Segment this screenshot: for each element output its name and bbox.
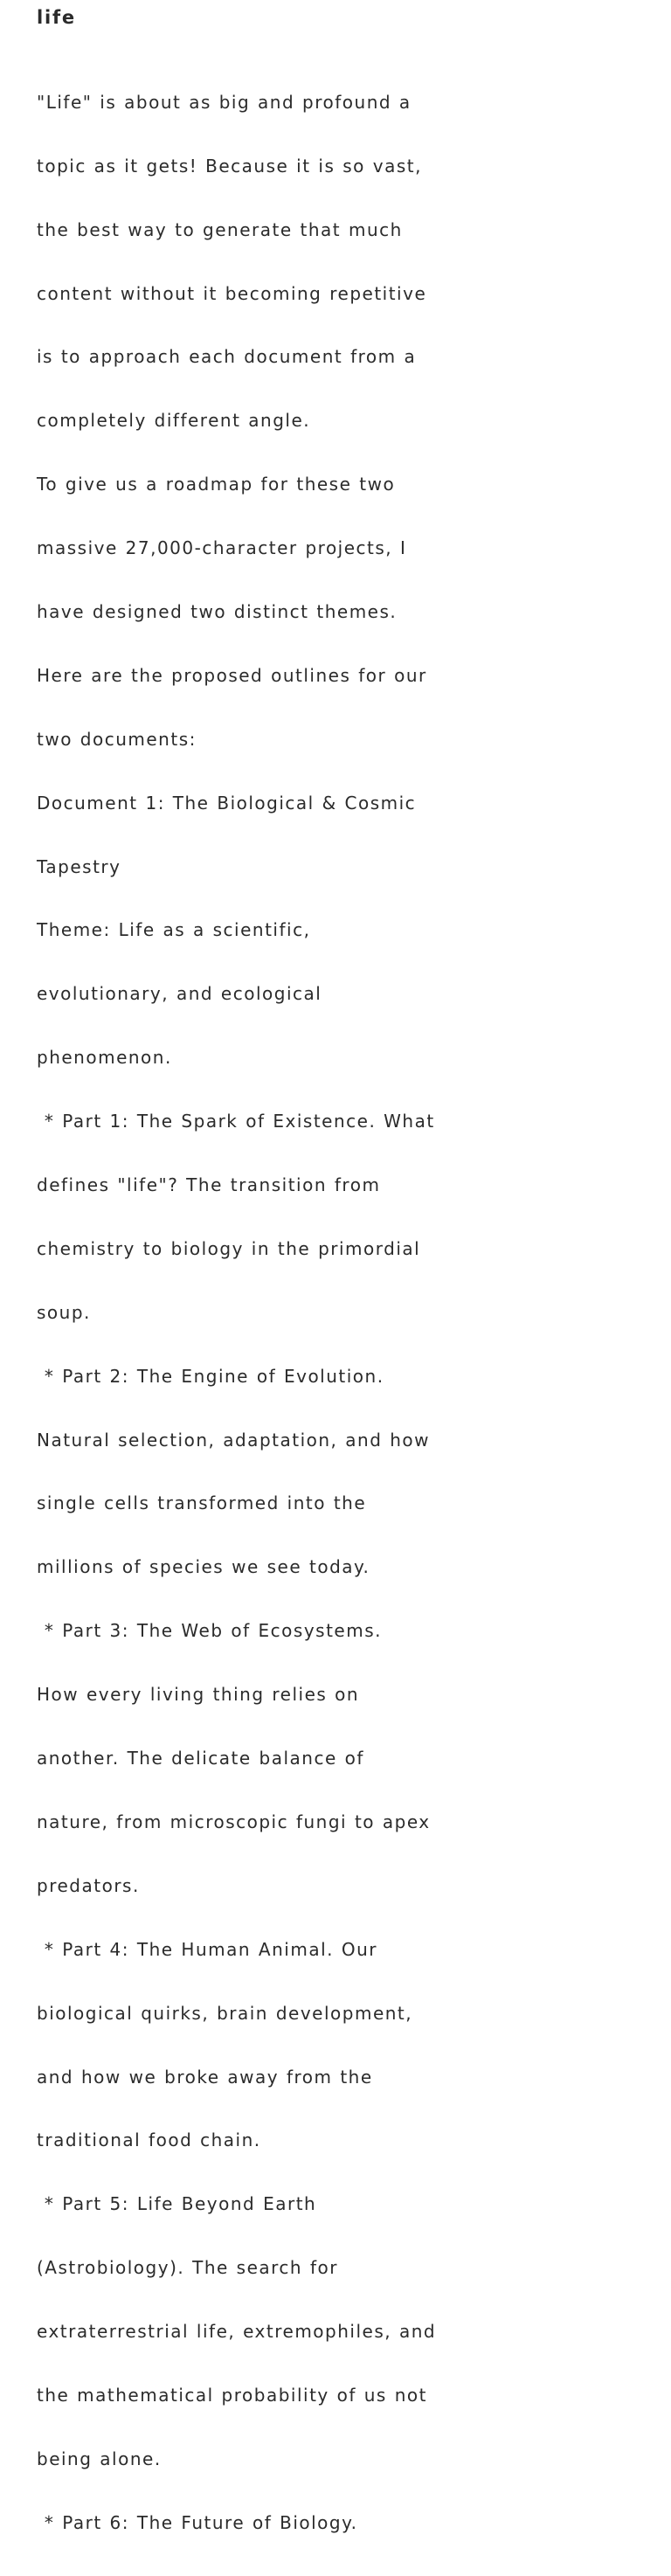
text-line: single cells transformed into the bbox=[37, 1492, 367, 1514]
text-line: To give us a roadmap for these two bbox=[37, 474, 396, 495]
text-line: traditional food chain. bbox=[37, 2129, 261, 2151]
text-line: phenomenon. bbox=[37, 1047, 172, 1069]
document-title: life bbox=[37, 7, 76, 28]
text-line: defines "life"? The transition from bbox=[37, 1174, 381, 1196]
text-line: predators. bbox=[37, 1874, 140, 1896]
text-line: another. The delicate balance of bbox=[37, 1748, 364, 1769]
list-item-line: * Part 2: The Engine of Evolution. bbox=[37, 1365, 384, 1387]
text-line: biological quirks, brain development, bbox=[37, 2002, 413, 2024]
text-line: is to approach each document from a bbox=[37, 346, 417, 368]
text-line: Here are the proposed outlines for our bbox=[37, 664, 427, 686]
text-line: the best way to generate that much bbox=[37, 218, 403, 240]
text-line: content without it becoming repetitive bbox=[37, 282, 427, 304]
list-item-line: * Part 1: The Spark of Existence. What bbox=[37, 1111, 435, 1132]
text-line: massive 27,000-character projects, I bbox=[37, 537, 407, 559]
text-line: being alone. bbox=[37, 2448, 162, 2469]
text-line: the mathematical probability of us not bbox=[37, 2384, 427, 2406]
text-line: Theme: Life as a scientific, bbox=[37, 919, 311, 941]
text-line: "Life" is about as big and profound a bbox=[37, 91, 412, 113]
text-line: millions of species we see today. bbox=[37, 1556, 370, 1578]
document bbox=[37, 0, 640, 2576]
text-line: and how we broke away from the bbox=[37, 2066, 373, 2088]
list-item-line: * Part 6: The Future of Biology. bbox=[37, 2511, 358, 2533]
list-item-line: * Part 3: The Web of Ecosystems. bbox=[37, 1620, 382, 1642]
text-line: (Astrobiology). The search for bbox=[37, 2257, 338, 2279]
text-line: completely different angle. bbox=[37, 410, 311, 432]
document-body bbox=[37, 49, 640, 2575]
text-line: Document 1: The Biological & Cosmic bbox=[37, 792, 417, 814]
text-line: chemistry to biology in the primordial bbox=[37, 1237, 421, 1259]
text-line: evolutionary, and ecological bbox=[37, 983, 322, 1005]
list-item-line: * Part 5: Life Beyond Earth bbox=[37, 2193, 317, 2215]
text-line: topic as it gets! Because it is so vast, bbox=[37, 155, 422, 177]
text-line: soup. bbox=[37, 1301, 91, 1323]
list-item-line: * Part 4: The Human Animal. Our bbox=[37, 1938, 377, 1960]
text-line: nature, from microscopic fungi to apex bbox=[37, 1811, 431, 1832]
text-line: How every living thing relies on bbox=[37, 1684, 360, 1706]
text-line: Tapestry bbox=[37, 855, 121, 877]
text-line: Natural selection, adaptation, and how bbox=[37, 1429, 431, 1451]
text-line: have designed two distinct themes. bbox=[37, 601, 398, 623]
text-line: extraterrestrial life, extremophiles, and bbox=[37, 2321, 437, 2343]
text-line: two documents: bbox=[37, 728, 197, 750]
